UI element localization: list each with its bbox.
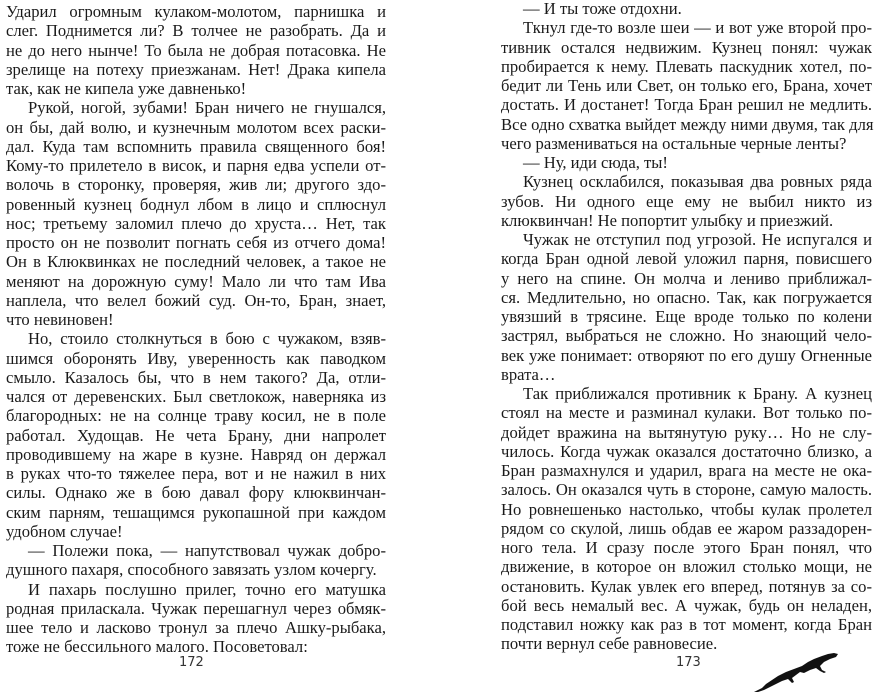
text-line: бедит ли Тень или Свет, он только его, Брана, хочет — [501, 76, 872, 95]
text-line: бой весь немалый вес. А чужак, будь он неладен, — [501, 595, 872, 615]
text-line: Но, стоило столкнуться в бою с чужаком, взяв- — [28, 329, 386, 349]
text-line: врата… — [501, 364, 556, 384]
text-line: клюквинчан! Не попортит улыбку и приезжий. — [501, 210, 834, 230]
text-line: застрял, выбраться не сложно. Но знающий чело- — [501, 326, 872, 346]
paragraph — [501, 230, 872, 384]
text-line: ного тела. И сразу после этого Бран понял, что — [501, 538, 872, 557]
text-line: тивник остался недвижим. Кузнец понял: чужак — [501, 37, 872, 57]
text-line: стоял на месте и разминал кулаки. Вот только по- — [501, 403, 872, 423]
text-line: тоже не бессильного малого. Посоветовал: — [6, 637, 308, 657]
text-line: Ударил огромным кулаком-молотом, парнишка и — [6, 2, 386, 21]
text-line: шее тело и ласково тронул за плечо Ашку-рыбака, — [6, 618, 386, 637]
text-line: — И ты тоже отдохни. — [523, 0, 682, 18]
text-line: дал. Куда там вспомнить правила священного боя! — [6, 136, 386, 156]
text-line: меняют на дорожную суму! Мало ли что там Ива — [6, 271, 386, 291]
text-line: рядом со скулой, лишь обдав ее жаром раззадорен- — [501, 518, 872, 538]
text-line: залось. Он оказался чуть в стороне, самую малость. — [501, 480, 872, 500]
text-line: душного пахаря, способного завязать узлом кочергу. — [6, 560, 377, 580]
text-line: слег. Поднимется ли? В толчее не разобрать. Да и — [6, 21, 386, 41]
text-line: достать. И достанет! Тогда Бран решил не медлить. — [501, 95, 872, 115]
text-line: Все одно схватка выйдет между ними двумя, так для — [501, 114, 874, 134]
text-line: почти вернул себе равновесие. — [501, 634, 718, 654]
text-line: Ткнул где-то возле шеи — и вот уже второй про- — [523, 18, 872, 38]
text-line: шимся оборонять Иву, уверенность как паводком — [6, 348, 386, 368]
page-number: 172 — [179, 655, 204, 670]
text-line: увязший в трясине. Еще вроде только по колени — [501, 307, 872, 326]
text-line: не до него нынче! То была не добрая потасовка. Не — [6, 40, 386, 60]
text-line: движение, в которое он вложил столько мощи, не — [501, 557, 872, 577]
text-line: чался от деревенских. Был светлокож, наверняка из — [6, 387, 386, 406]
text-line: благородных: не на солнце траву косил, не в поле — [6, 406, 386, 426]
text-line: Рукой, ногой, зубами! Бран ничего не гнушался, — [28, 98, 386, 118]
paragraph — [501, 153, 872, 172]
text-line: в руках что-то тяжелее пера, вот и не нажил в них — [6, 464, 386, 483]
text-line: силы. Однако же в бою давал фору клюквинчан- — [6, 483, 386, 503]
text-line: так, как не кипела уже давненько! — [6, 79, 247, 98]
text-line: Он в Клюквинках не последний человек, а такое не — [6, 252, 386, 272]
text-line: Так приближался противник к Брану. А кузнец — [523, 384, 872, 403]
text-line: зрелище на потеху приезжанам. Нет! Драка кипела — [6, 59, 386, 79]
paragraph — [501, 172, 872, 230]
text-line: у него на спине. Он молча и лениво приближал- — [501, 268, 872, 288]
text-line: удобном случае! — [6, 521, 123, 541]
text-line: остановить. Кулак увлек его вперед, потянув за со- — [501, 576, 872, 596]
text-line: Но ровнешенько настолько, чтобы кулак пролетел — [501, 499, 872, 519]
text-line: волочь в сторонку, проверяя, жив ли; другого здо- — [6, 175, 386, 195]
text-line: он бы, дай волю, и кузнечным молотом всех раски- — [6, 117, 386, 137]
text-line: родная приласкала. Чужак перешагнул через обмяк- — [6, 598, 386, 618]
text-line: Кому-то прилетело в висок, и парня едва успели от- — [6, 156, 386, 175]
text-line: ровенный кузнец боднул лбом в лицо и сплюснул — [6, 194, 386, 214]
text-line: пробирается к нему. Плевать паскудник хотел, по- — [501, 56, 872, 76]
paragraph — [501, 18, 872, 153]
text-line: И пахарь послушно прилег, точно его матушка — [28, 579, 386, 599]
text-line: — Полежи пока, — напутствовал чужак добро- — [28, 541, 386, 560]
text-line: нос; третьему заломил плечо до хруста… Нет, так — [6, 213, 386, 233]
text-line: просто он не позволит погнать себя из отчего дома! — [6, 233, 386, 252]
text-line: проводившему на жаре в кузне. Навряд он держал — [6, 444, 386, 464]
lizard-silhouette-icon — [752, 650, 842, 694]
text-line: что невиновен! — [6, 310, 114, 329]
text-line: Кузнец осклабился, показывая два ровных ряда — [523, 172, 872, 192]
text-line: когда Бран одной левой уложил парня, повисшего — [501, 249, 872, 269]
text-line: чилось. Когда чужак оказался достаточно близко, а — [501, 441, 872, 461]
text-line: чего размениваться на остальные черные ленты? — [501, 133, 847, 153]
text-line: ся. Медлительно, но опасно. Так, как погружается — [501, 287, 872, 307]
text-line: подставил ножку как раз в тот момент, когда Бран — [501, 615, 872, 634]
text-line: век уже понимает: отворяют по его душу Огненные — [501, 345, 872, 365]
page-number: 173 — [676, 655, 701, 670]
paragraph — [501, 0, 872, 18]
paragraph — [501, 384, 872, 654]
text-line: ским парням, тешащимся рукопашной при каждом — [6, 502, 386, 522]
text-line: — Ну, иди сюда, ты! — [523, 153, 668, 172]
text-line: наплела, что велел божий суд. Он-то, Бран, знает, — [6, 290, 386, 310]
text-line: Бран размахнулся и ударил, врага на месте не ока- — [501, 461, 872, 480]
text-line: смыло. Казалось бы, что в нем такого? Да, отли- — [6, 367, 386, 387]
text-line: работал. Худощав. Не чета Брану, дни напролет — [6, 425, 386, 445]
page-text-173 — [501, 0, 872, 654]
text-line: зубов. Ни одного еще ему не выбил никто из — [501, 191, 872, 211]
text-line: дойдет вражина на вытянутую руку… Но не слу- — [501, 422, 872, 442]
text-line: Чужак не отступил под угрозой. Не испугался и — [523, 230, 872, 249]
